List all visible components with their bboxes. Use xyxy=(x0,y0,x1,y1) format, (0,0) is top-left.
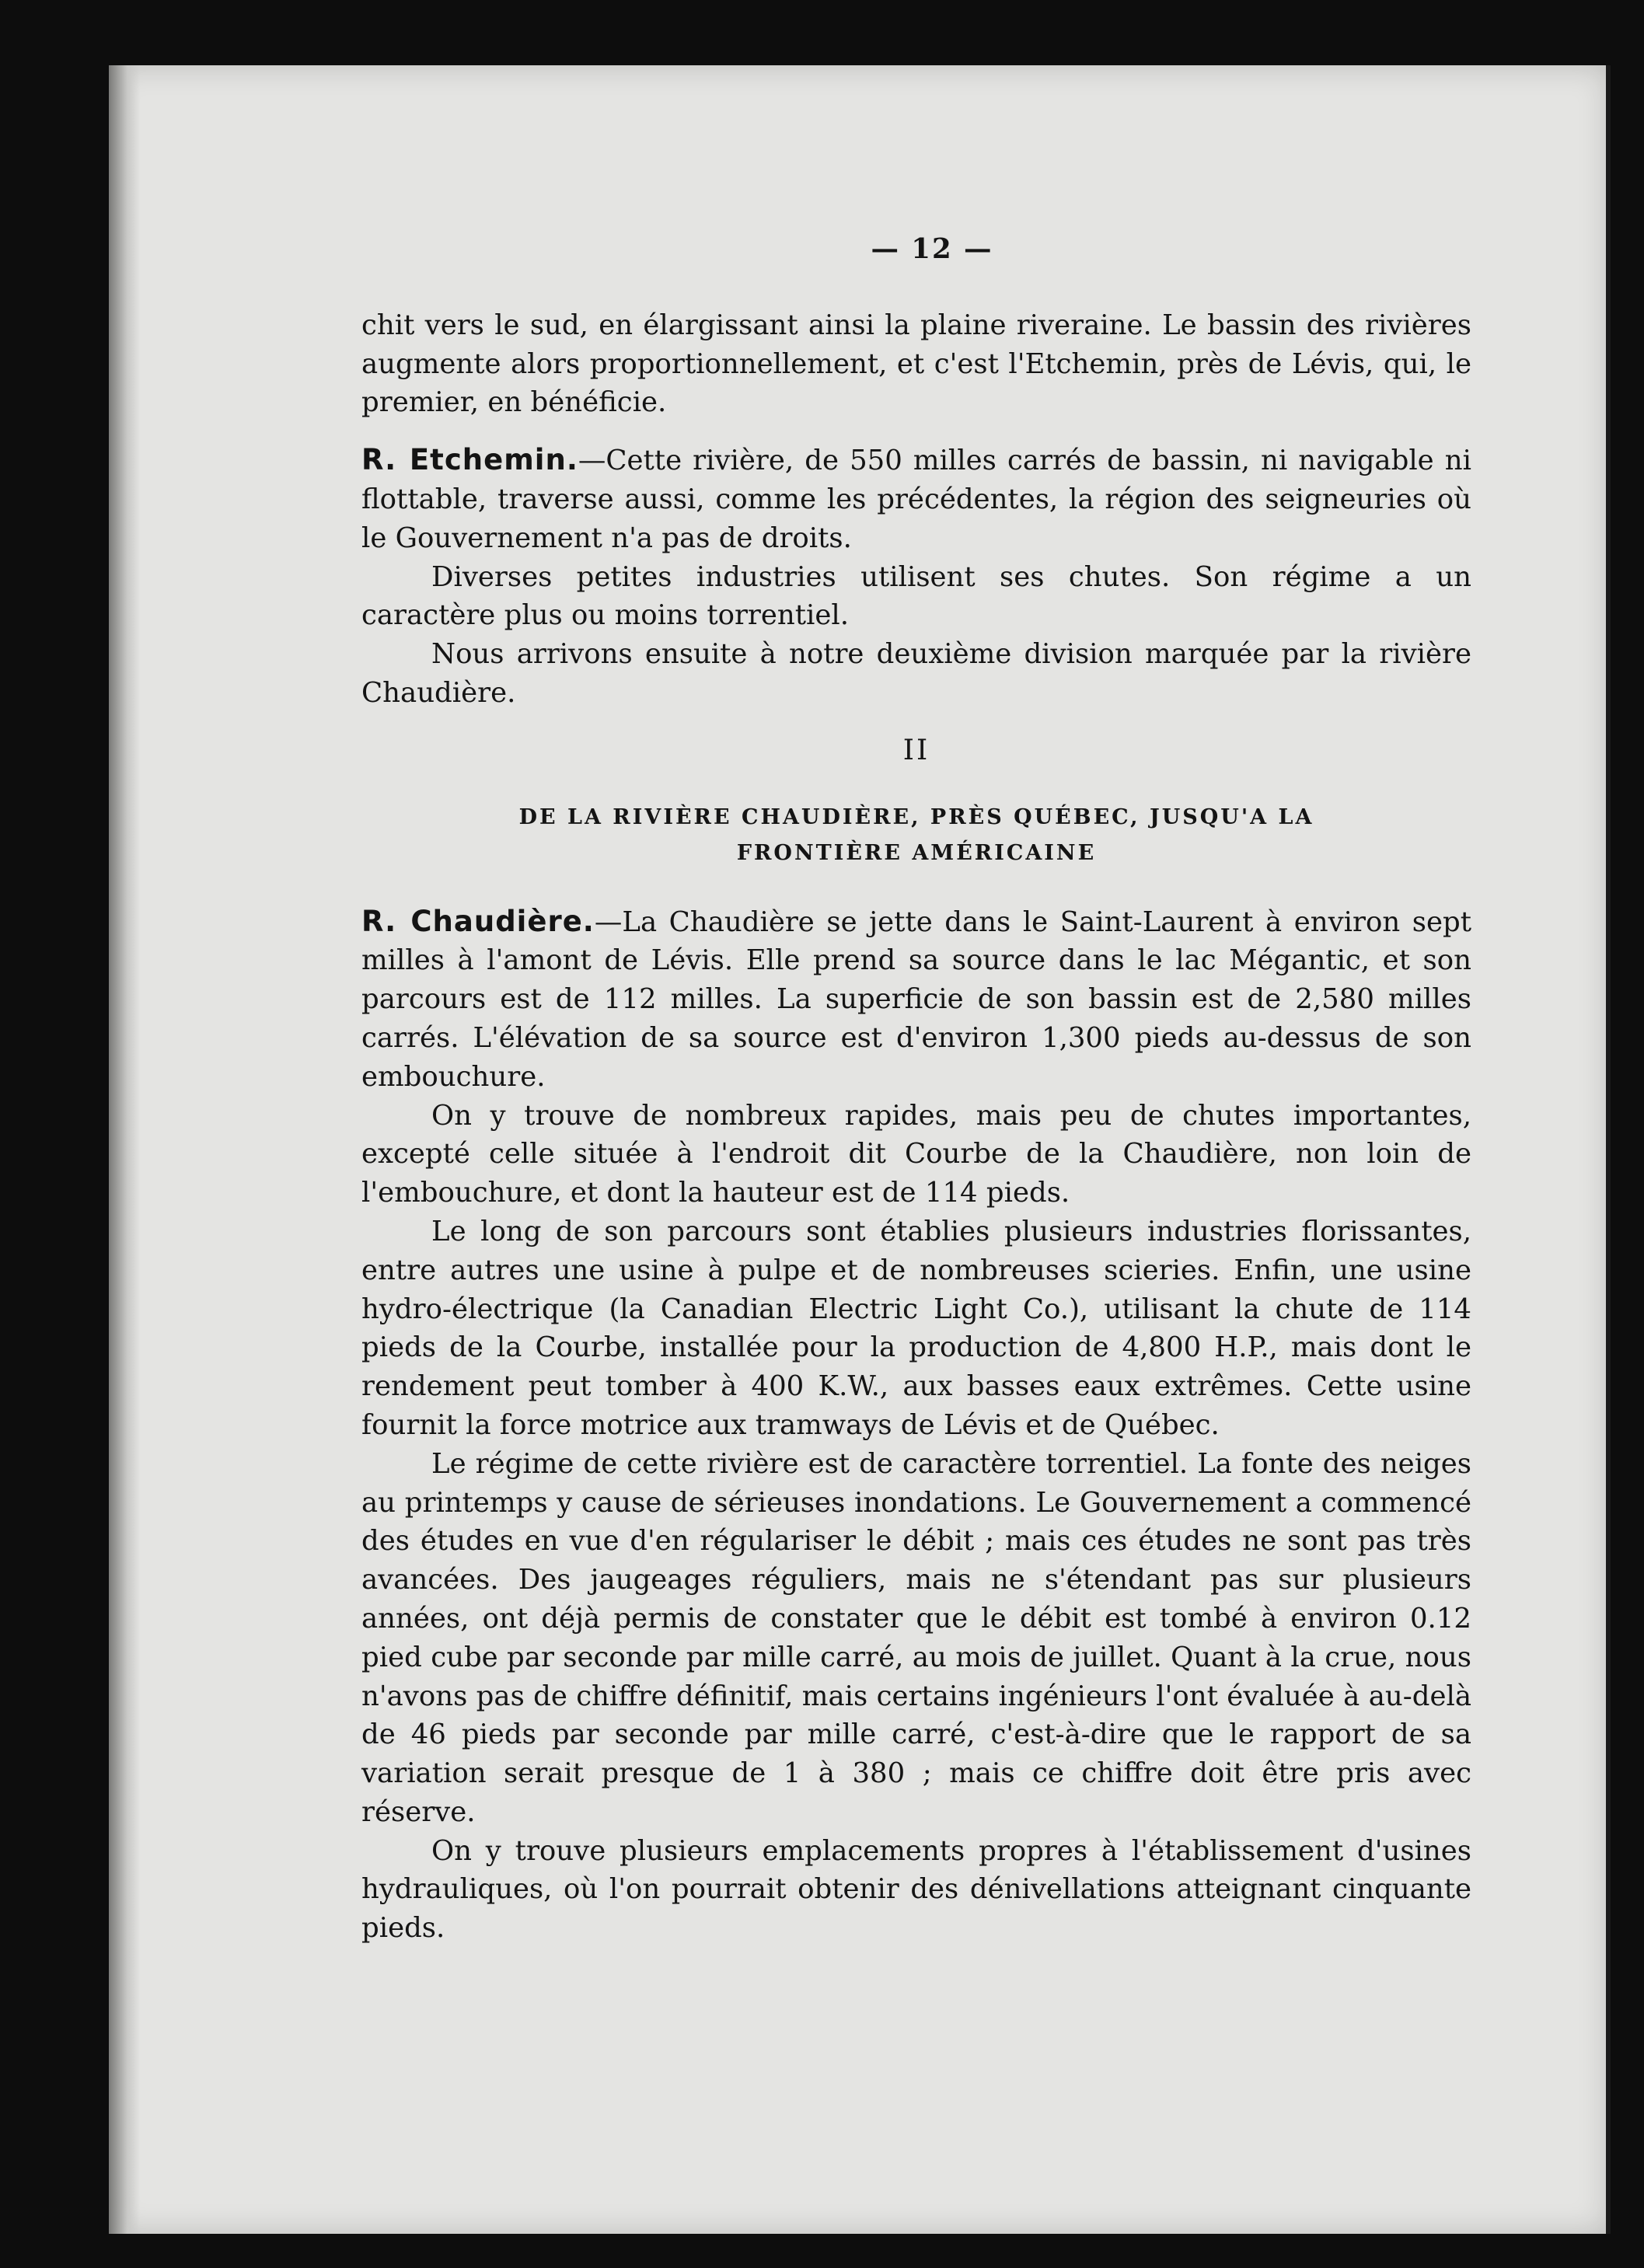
entry-text-etchemin: —Cette rivière, de 550 milles carrés de bassin, ni navigable ni flottable, traverse aussi, comme les précédentes, la région des seigneuries où le Gouvernement n'a pas de droits. xyxy=(361,445,1471,554)
section-number: II xyxy=(902,734,930,766)
section-title-line-1: DE LA RIVIÈRE CHAUDIÈRE, PRÈS QUÉBEC, JUSQU'A LA xyxy=(518,804,1314,829)
entry-chaudiere xyxy=(361,902,1471,1097)
paragraph-chaudiere-industries: Le long de son parcours sont établies plusieurs industries florissantes, entre autres une usine à pulpe et de nombreuses scieries. Enfin, une usine hydro-électrique (la Canadian Electric Light Co.), utilisant la chute de 114 pieds de la Courbe, installée pour la production de 4,800 H.P., mais dont le rendement peut tomber à 400 K.W., aux basses eaux extrêmes. Cette usine fournit la force motrice aux tramways de Lévis et de Québec. xyxy=(361,1215,1471,1441)
paragraph-chaudiere-rapids: On y trouve de nombreux rapides, mais peu de chutes importantes, excepté celle située à l'endroit dit Courbe de la Chaudière, non loin de l'embouchure, et dont la hauteur est de 114 pieds. xyxy=(361,1099,1471,1209)
paragraph-intro: chit vers le sud, en élargissant ainsi la plaine riveraine. Le bassin des rivières augmente alors proportionnellement, et c'est l'Etchemin, près de Lévis, qui, le premier, en bénéficie. xyxy=(361,309,1471,419)
entry-heading-etchemin: R. Etchemin. xyxy=(361,443,578,477)
section-title-line-2: FRONTIÈRE AMÉRICAINE xyxy=(736,840,1097,865)
page-gutter-shadow xyxy=(109,65,140,2234)
paragraph-etchemin-industries: Diverses petites industries utilisent ses chutes. Son régime a un caractère plus ou moins torrentiel. xyxy=(361,560,1471,632)
entry-heading-chaudiere: R. Chaudière. xyxy=(361,904,595,938)
page-right-edge xyxy=(1606,65,1611,2234)
page-number: — 12 — xyxy=(871,233,993,265)
page-text-column xyxy=(361,230,1471,1948)
paragraph-transition: Nous arrivons ensuite à notre deuxième division marquée par la rivière Chaudière. xyxy=(361,638,1471,709)
entry-text-chaudiere: —La Chaudière se jette dans le Saint-Laurent à environ sept milles à l'amont de Lévis. Elle prend sa source dans le lac Mégantic, et son parcours est de 112 milles. La superficie de son bassin est de 2,580 milles carrés. L'élévation de sa source est d'environ 1,300 pieds au-dessus de son embouchure. xyxy=(361,905,1471,1093)
paragraph-chaudiere-sites: On y trouve plusieurs emplacements propres à l'établissement d'usines hydrauliques, où l'on pourrait obtenir des dénivellations atteignant cinquante pieds. xyxy=(361,1834,1471,1945)
paragraph-chaudiere-regime: Le régime de cette rivière est de caractère torrentiel. La fonte des neiges au printemps y cause de sérieuses inondations. Le Gouvernement a commencé des études en vue d'en régulariser le débit ; mais ces études ne sont pas très avancées. Des jaugeages réguliers, mais ne s'étendant pas sur plusieurs années, ont déjà permis de constater que le débit est tombé à environ 0.12 pied cube par seconde par mille carré, au mois de juillet. Quant à la crue, nous n'avons pas de chiffre définitif, mais certains ingénieurs l'ont évaluée à au-delà de 46 pieds par seconde par mille carré, c'est-à-dire que le rapport de sa variation serait presque de 1 à 380 ; mais ce chiffre doit être pris avec réserve. xyxy=(361,1447,1471,1828)
entry-etchemin xyxy=(361,441,1471,557)
section-title xyxy=(361,800,1471,871)
